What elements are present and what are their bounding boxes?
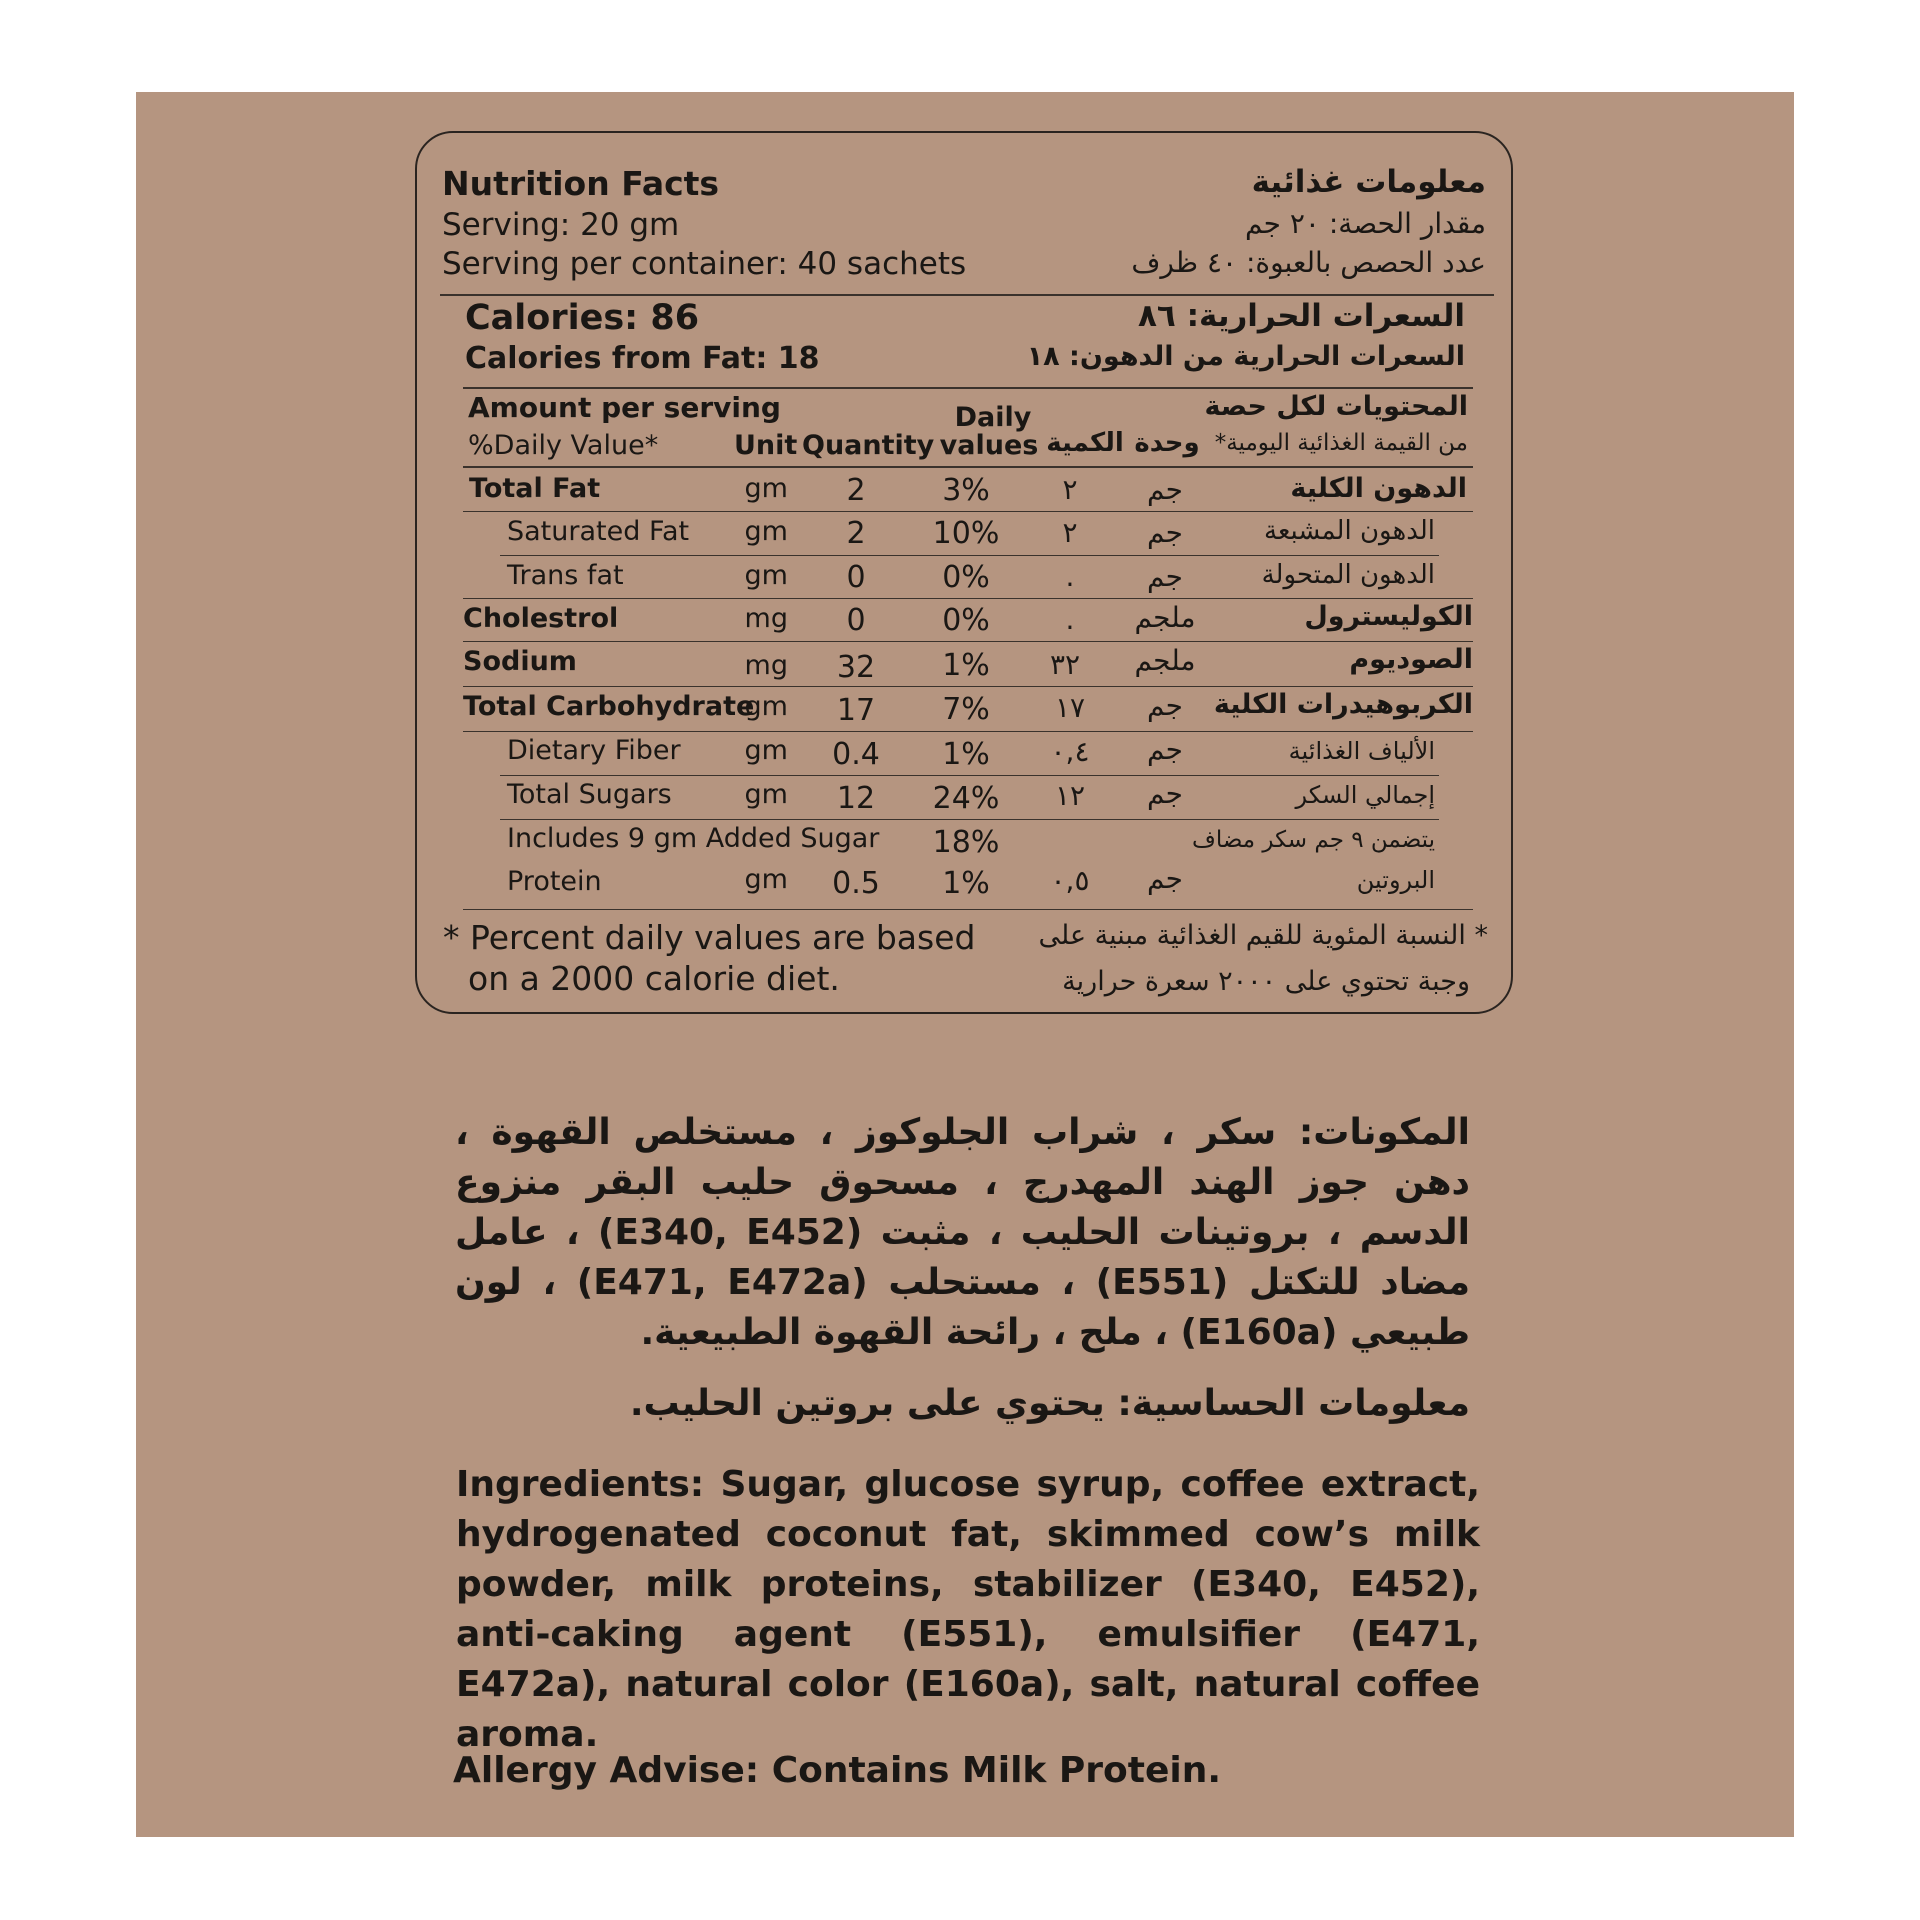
nutrient-name-ar: الدهون المتحولة <box>1261 560 1435 590</box>
nutrient-name-ar: البروتين <box>1356 866 1435 894</box>
unit-header: Unit <box>734 430 798 461</box>
nutrient-name-en: Total Sugars <box>507 779 672 810</box>
row-divider <box>500 555 1439 556</box>
nutrient-daily-value: 1% <box>942 737 990 772</box>
header-divider <box>440 294 1494 296</box>
nutrient-name-en: Saturated Fat <box>507 516 690 547</box>
unit-header-ar: وحدة <box>1134 428 1200 458</box>
row-divider <box>463 598 1473 599</box>
allergy-en: Allergy Advise: Contains Milk Protein. <box>453 1750 1222 1791</box>
row-divider <box>463 511 1473 512</box>
servings-per-container-ar: عدد الحصص بالعبوة: ٤٠ ظرف <box>1131 246 1486 279</box>
daily-value-ar: من القيمة الغذائية اليومية* <box>1214 430 1468 456</box>
nutrient-unit-ar: ملجم <box>1134 644 1196 677</box>
nutrient-daily-value: 7% <box>942 692 990 727</box>
nutrient-unit-ar: جم <box>1147 560 1183 593</box>
nutrient-unit: gm <box>744 691 788 722</box>
daily-value-en: %Daily Value* <box>468 430 659 461</box>
nutrient-name-en: Total Fat <box>469 473 601 504</box>
nutrient-name-en: Includes 9 gm Added Sugar <box>507 823 880 854</box>
servings-per-container-en: Serving per container: 40 sachets <box>442 246 967 282</box>
nutrient-unit-ar: جم <box>1147 516 1183 549</box>
nutrient-unit: gm <box>744 735 788 766</box>
amount-per-serving-en: Amount per serving <box>468 391 781 424</box>
row-divider <box>463 686 1473 687</box>
nutrient-unit-ar: جم <box>1147 777 1183 810</box>
nutrient-quantity-ar: ٠,٥ <box>1050 864 1090 897</box>
nutrient-quantity: 17 <box>836 693 876 728</box>
nutrient-quantity: 0.5 <box>832 866 880 901</box>
nutrient-name-ar: الدهون الكلية <box>1290 473 1467 504</box>
nutrient-unit-ar: جم <box>1147 733 1183 766</box>
nutrient-daily-value: 1% <box>942 648 990 683</box>
nutrient-quantity: 12 <box>836 781 876 816</box>
nutrient-name-ar: الصوديوم <box>1349 644 1473 675</box>
nutrient-name-en: Total Carbohydrate <box>463 691 755 722</box>
nutrient-quantity-ar: ١٧ <box>1054 691 1086 724</box>
amount-per-serving-ar: المحتويات لكل حصة <box>1204 391 1468 422</box>
nutrient-name-ar: الدهون المشبعة <box>1264 516 1435 546</box>
nutrient-unit: gm <box>744 516 788 547</box>
nutrient-daily-value: 24% <box>932 781 1000 816</box>
nutrient-name-ar: يتضمن ٩ جم سكر مضاف <box>1191 827 1435 853</box>
nutrient-daily-value: 3% <box>942 473 990 508</box>
nutrient-quantity-ar: ٢ <box>1062 473 1078 506</box>
footnote-ar-line2: وجبة تحتوي على ٢٠٠٠ سعرة حرارية <box>1062 966 1470 997</box>
nutrient-quantity-ar: . <box>1065 560 1075 593</box>
nutrient-name-en: Protein <box>507 866 602 897</box>
nutrient-quantity: 0.4 <box>832 737 880 772</box>
nutrient-quantity: 2 <box>846 473 866 508</box>
nutrient-name-en: Trans fat <box>507 560 624 591</box>
nutrient-unit: gm <box>744 779 788 810</box>
nutrition-facts-title: Nutrition Facts <box>442 164 720 203</box>
row-divider <box>500 819 1439 820</box>
values-header: values <box>939 430 1039 461</box>
serving-size-ar: مقدار الحصة: ٢٠ جم <box>1245 207 1486 240</box>
nutrient-unit: gm <box>744 473 788 504</box>
nutrient-name-ar: إجمالي السكر <box>1295 781 1435 809</box>
nutrient-daily-value: 0% <box>942 560 990 595</box>
calories-from-fat-ar: السعرات الحرارية من الدهون: ١٨ <box>1026 341 1465 372</box>
nutrient-quantity: 0 <box>846 560 866 595</box>
nutrient-unit: gm <box>744 864 788 895</box>
nutrition-facts-title-ar: معلومات غذائية <box>1251 164 1486 200</box>
nutrient-unit: mg <box>744 650 788 681</box>
calories-from-fat-en: Calories from Fat: 18 <box>465 341 820 376</box>
nutrient-unit: mg <box>744 603 788 634</box>
nutrient-quantity-ar: ٢ <box>1062 516 1078 549</box>
nutrient-unit-ar: جم <box>1147 862 1183 895</box>
nutrient-daily-value: 1% <box>942 866 990 901</box>
row-divider <box>463 909 1473 910</box>
nutrient-unit-ar: جم <box>1147 473 1183 506</box>
nutrient-quantity-ar: . <box>1065 603 1075 636</box>
calories-ar: السعرات الحرارية: ٨٦ <box>1137 298 1465 334</box>
nutrient-quantity: 2 <box>846 516 866 551</box>
nutrient-quantity-ar: ٠,٤ <box>1050 735 1090 768</box>
ingredients-ar: المكونات: سكر ، شراب الجلوكوز ، مستخلص القهوة ، دهن جوز الهند المهدرج ، مسحوق حليب البقر منزوع الدسم ، بروتينات الحليب ، مثبت (E340, E452) ، عامل مضاد للتكتل (E551) ، مستحلب (E471, E472a) ، لون طبيعي (E160a) ، ملح ، رائحة القهوة الطبيعية. <box>455 1112 1470 1353</box>
ingredients-en: Ingredients: Sugar, glucose syrup, coffee extract, hydrogenated coconut fat, skimmed cow’s milk powder, milk proteins, stabilizer (E340, E452), anti-caking agent (E551), emulsifier (E471, E472a), natural color (E160a), salt, natural coffee aroma. <box>456 1464 1480 1755</box>
nutrient-name-ar: الكربوهيدرات الكلية <box>1213 689 1473 720</box>
nutrient-unit: gm <box>744 560 788 591</box>
nutrient-quantity-ar: ١٢ <box>1054 779 1086 812</box>
row-divider <box>463 731 1473 732</box>
row-divider <box>500 775 1439 776</box>
nutrient-daily-value: 18% <box>932 825 1000 860</box>
nutrient-name-en: Sodium <box>463 646 577 677</box>
nutrient-unit-ar: ملجم <box>1134 601 1196 634</box>
calories-divider <box>463 387 1473 389</box>
nutrient-unit-ar: جم <box>1147 689 1183 722</box>
nutrient-name-en: Dietary Fiber <box>507 735 681 766</box>
footnote-en-line2: on a 2000 calorie diet. <box>468 959 840 998</box>
quantity-header: Quantity <box>802 430 935 461</box>
nutrient-name-ar: الكوليسترول <box>1304 601 1473 632</box>
table-header-divider <box>463 466 1473 468</box>
nutrient-daily-value: 10% <box>932 516 1000 551</box>
nutrient-quantity: 32 <box>836 650 876 685</box>
footnote-ar-line1: * النسبة المئوية للقيم الغذائية مبنية على <box>1038 920 1488 951</box>
allergy-ar: معلومات الحساسية: يحتوي على بروتين الحليب. <box>629 1383 1470 1424</box>
serving-size-en: Serving: 20 gm <box>442 207 680 243</box>
calories-en: Calories: 86 <box>465 298 700 338</box>
footnote-en-line1: * Percent daily values are based <box>443 918 976 957</box>
quantity-header-ar: الكمية <box>1046 428 1124 458</box>
nutrient-name-ar: الألياف الغذائية <box>1288 737 1435 765</box>
nutrient-quantity-ar: ٣٢ <box>1049 648 1081 681</box>
daily-header: Daily <box>954 402 1032 433</box>
row-divider <box>463 641 1473 642</box>
nutrient-quantity: 0 <box>846 603 866 638</box>
nutrient-name-en: Cholestrol <box>463 603 619 634</box>
nutrient-daily-value: 0% <box>942 603 990 638</box>
